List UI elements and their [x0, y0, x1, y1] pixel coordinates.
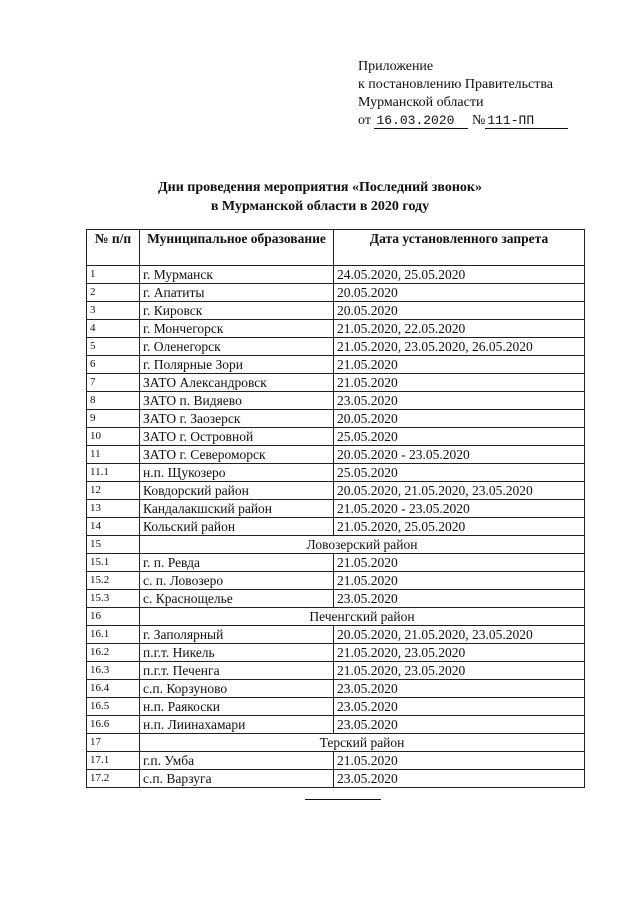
row-number: 16.3: [87, 662, 140, 680]
region-name: Печенгский район: [140, 608, 585, 626]
row-number: 16.4: [87, 680, 140, 698]
municipality-name: г. Мурманск: [140, 266, 334, 284]
municipality-name: Кандалакшский район: [140, 500, 334, 518]
title-line-2: в Мурманской области в 2020 году: [210, 199, 430, 214]
table-row: [87, 518, 585, 536]
restriction-dates: 20.05.2020: [334, 410, 585, 428]
date-prefix: от: [358, 113, 371, 128]
end-divider: [305, 799, 381, 800]
municipality-name: п.г.т. Печенга: [140, 662, 334, 680]
row-number: 17: [87, 734, 140, 752]
municipality-name: п.г.т. Никель: [140, 644, 334, 662]
header-num: [87, 230, 140, 266]
restriction-dates: 21.05.2020, 23.05.2020: [334, 662, 585, 680]
table-row: [87, 284, 585, 302]
row-number: 2: [87, 284, 140, 302]
restriction-dates: 20.05.2020: [334, 284, 585, 302]
row-number: 16: [87, 608, 140, 626]
restriction-dates: 21.05.2020 - 23.05.2020: [334, 500, 585, 518]
row-number: 14: [87, 518, 140, 536]
table-row: [87, 410, 585, 428]
row-number: 1: [87, 266, 140, 284]
municipality-name: Кольский район: [140, 518, 334, 536]
municipality-name: с.п. Корзуново: [140, 680, 334, 698]
region-name: Терский район: [140, 734, 585, 752]
municipality-name: н.п. Щукозеро: [140, 464, 334, 482]
table-row: [87, 338, 585, 356]
table-row: [87, 302, 585, 320]
restriction-dates: 25.05.2020: [334, 428, 585, 446]
region-name: Ловозерский район: [140, 536, 585, 554]
appendix-header: [358, 58, 568, 130]
document-title: [0, 178, 640, 216]
municipality-name: г. Полярные Зори: [140, 356, 334, 374]
title-line-1: Дни проведения мероприятия «Последний звонок»: [158, 180, 482, 195]
table-row: [87, 464, 585, 482]
row-number: 6: [87, 356, 140, 374]
restriction-dates: 21.05.2020: [334, 374, 585, 392]
municipality-name: с. Краснощелье: [140, 590, 334, 608]
municipality-name: г. Апатиты: [140, 284, 334, 302]
municipality-name: ЗАТО Александровск: [140, 374, 334, 392]
table-row: [87, 770, 585, 788]
table-row: [87, 428, 585, 446]
row-number: 15.2: [87, 572, 140, 590]
municipality-name: г. Оленегорск: [140, 338, 334, 356]
municipality-name: с. п. Ловозеро: [140, 572, 334, 590]
table-row: [87, 572, 585, 590]
table-row: [87, 554, 585, 572]
row-number: 12: [87, 482, 140, 500]
row-number: 4: [87, 320, 140, 338]
row-number: 3: [87, 302, 140, 320]
row-number: 11: [87, 446, 140, 464]
table-row: [87, 716, 585, 734]
municipality-name: г. Мончегорск: [140, 320, 334, 338]
restriction-dates: 23.05.2020: [334, 392, 585, 410]
row-number: 5: [87, 338, 140, 356]
table-row: [87, 374, 585, 392]
table-row: [87, 680, 585, 698]
restriction-dates: 21.05.2020, 22.05.2020: [334, 320, 585, 338]
municipality-name: г. Заполярный: [140, 626, 334, 644]
municipality-name: ЗАТО г. Заозерск: [140, 410, 334, 428]
municipality-name: с.п. Варзуга: [140, 770, 334, 788]
restriction-dates: 21.05.2020, 23.05.2020, 26.05.2020: [334, 338, 585, 356]
table-row: [87, 662, 585, 680]
restriction-dates: 21.05.2020, 25.05.2020: [334, 518, 585, 536]
region-row: [87, 734, 585, 752]
restriction-dates: 25.05.2020: [334, 464, 585, 482]
municipality-name: ЗАТО г. Островной: [140, 428, 334, 446]
appendix-line-1: Приложение: [358, 59, 434, 74]
table-row: [87, 356, 585, 374]
restriction-dates: 21.05.2020: [334, 356, 585, 374]
restriction-dates: 23.05.2020: [334, 698, 585, 716]
row-number: 15: [87, 536, 140, 554]
municipality-name: н.п. Раякоски: [140, 698, 334, 716]
decree-date: 16.03.2020: [374, 113, 468, 129]
row-number: 13: [87, 500, 140, 518]
table-row: [87, 590, 585, 608]
table-row: [87, 482, 585, 500]
restriction-dates: 20.05.2020 - 23.05.2020: [334, 446, 585, 464]
table-row: [87, 644, 585, 662]
region-row: [87, 536, 585, 554]
restriction-dates: 21.05.2020: [334, 752, 585, 770]
number-prefix: №: [471, 113, 486, 128]
row-number: 16.2: [87, 644, 140, 662]
restriction-dates: 20.05.2020: [334, 302, 585, 320]
restriction-dates: 23.05.2020: [334, 680, 585, 698]
header-municipality-label: Муниципальное образование: [147, 231, 326, 246]
table-row: [87, 626, 585, 644]
table-row: [87, 266, 585, 284]
municipality-name: г.п. Умба: [140, 752, 334, 770]
restriction-dates: 23.05.2020: [334, 590, 585, 608]
municipality-name: г. п. Ревда: [140, 554, 334, 572]
municipality-name: г. Кировск: [140, 302, 334, 320]
header-date: [334, 230, 585, 266]
appendix-line-2: к постановлению Правительства: [358, 77, 554, 92]
row-number: 16.1: [87, 626, 140, 644]
row-number: 8: [87, 392, 140, 410]
row-number: 17.2: [87, 770, 140, 788]
row-number: 11.1: [87, 464, 140, 482]
table-row: [87, 392, 585, 410]
municipality-name: ЗАТО г. Североморск: [140, 446, 334, 464]
restriction-dates: 20.05.2020, 21.05.2020, 23.05.2020: [334, 626, 585, 644]
municipality-name: н.п. Лиинахамари: [140, 716, 334, 734]
header-municipality: [140, 230, 334, 266]
row-number: 15.3: [87, 590, 140, 608]
row-number: 15.1: [87, 554, 140, 572]
table-header-row: [87, 230, 585, 266]
restriction-dates: 23.05.2020: [334, 770, 585, 788]
region-row: [87, 608, 585, 626]
header-date-label: Дата установленного запрета: [369, 231, 549, 246]
row-number: 7: [87, 374, 140, 392]
table-row: [87, 500, 585, 518]
restriction-dates: 21.05.2020: [334, 554, 585, 572]
table-row: [87, 698, 585, 716]
table-row: [87, 320, 585, 338]
header-num-label: № п/п: [94, 231, 132, 246]
table-row: [87, 752, 585, 770]
appendix-date-line: [358, 112, 568, 130]
schedule-table: [86, 229, 585, 788]
row-number: 16.5: [87, 698, 140, 716]
appendix-line-3: Мурманской области: [358, 95, 484, 110]
municipality-name: ЗАТО п. Видяево: [140, 392, 334, 410]
decree-number: 111-ПП: [485, 113, 568, 129]
municipality-name: Ковдорский район: [140, 482, 334, 500]
restriction-dates: 24.05.2020, 25.05.2020: [334, 266, 585, 284]
restriction-dates: 21.05.2020: [334, 572, 585, 590]
restriction-dates: 20.05.2020, 21.05.2020, 23.05.2020: [334, 482, 585, 500]
row-number: 17.1: [87, 752, 140, 770]
row-number: 9: [87, 410, 140, 428]
row-number: 10: [87, 428, 140, 446]
restriction-dates: 21.05.2020, 23.05.2020: [334, 644, 585, 662]
restriction-dates: 23.05.2020: [334, 716, 585, 734]
row-number: 16.6: [87, 716, 140, 734]
table-row: [87, 446, 585, 464]
